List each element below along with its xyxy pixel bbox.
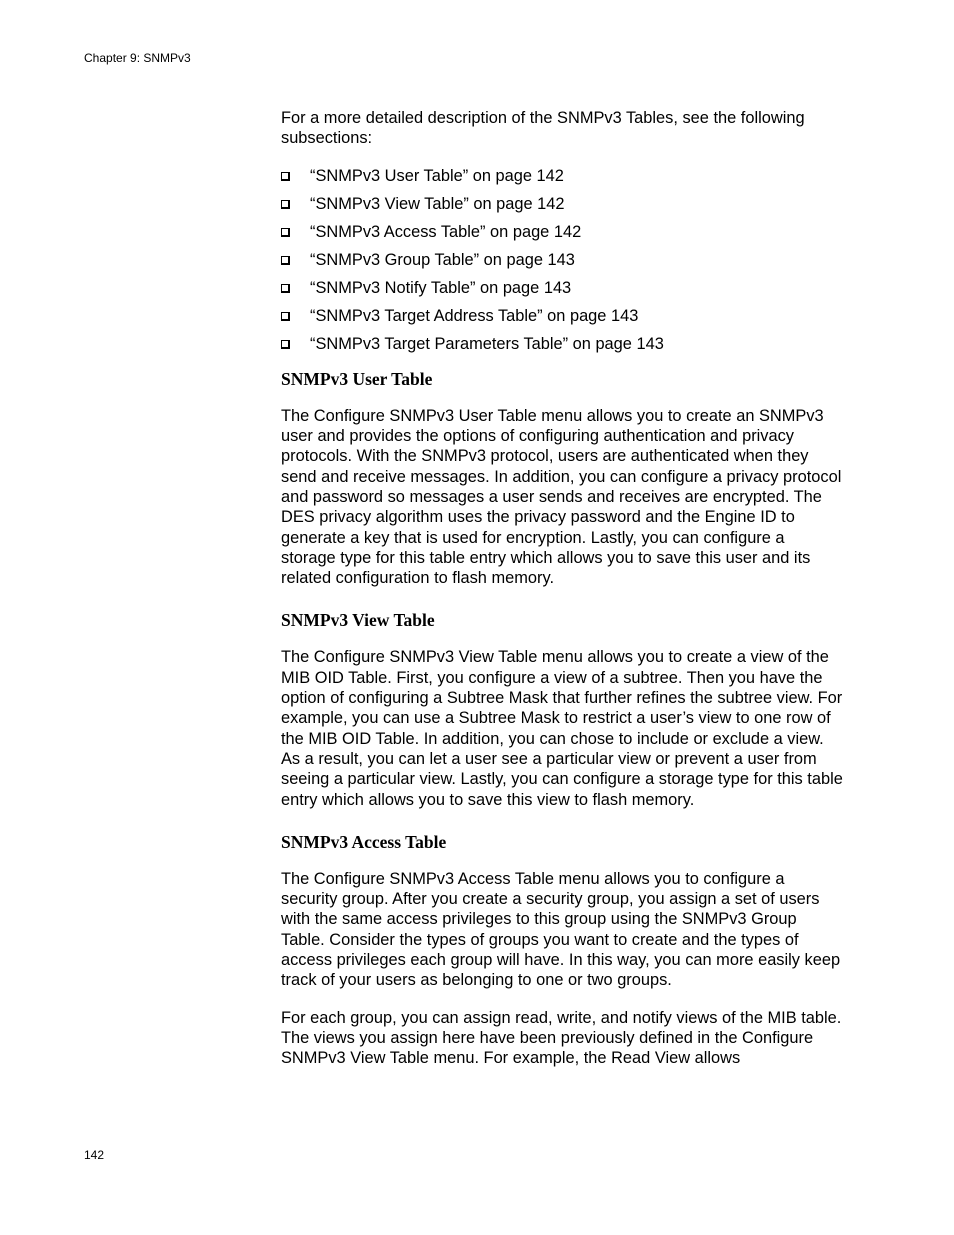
- access-table-paragraph-1: The Configure SNMPv3 Access Table menu allows you to configure a security group. After you create a security group, you assign a set of users with the same access privileges to this group using the SNMPv3 Group Table. Consider the types of groups you want to create and the types of access privileges each group will have. In this way, you can more easily keep track of your users as belonging to one or two groups.: [281, 869, 841, 990]
- list-item[interactable]: [281, 306, 843, 326]
- list-item[interactable]: [281, 334, 843, 354]
- user-table-paragraph: The Configure SNMPv3 User Table menu allows you to create an SNMPv3 user and provides the options of configuring authentication and privacy protocols. With the SNMPv3 protocol, users are authenticated when they send and receive messages. In addition, you can configure a privacy protocol and password so messages a user sends and receives are encrypted. The DES privacy algorithm uses the privacy password and the Engine ID to generate a key that is used for encryption. Lastly, you can configure a storage type for this table entry which allows you to save this user and its related configuration to flash memory.: [281, 406, 842, 588]
- list-item[interactable]: [281, 194, 843, 214]
- view-table-paragraph: The Configure SNMPv3 View Table menu allows you to create a view of the MIB OID Table. First, you configure a view of a subtree. Then you have the option of configuring a Subtree Mask that further refines the subtree view. For example, you can use a Subtree Mask to restrict a user’s view to one row of the MIB OID Table. In addition, you can chose to include or exclude a view. As a result, you can let a user see a particular view or prevent a user from seeing a particular view. Lastly, you can configure a storage type for this table entry which allows you to save this view to flash memory.: [281, 648, 843, 809]
- checkbox-bullet-icon: [281, 200, 290, 209]
- checkbox-bullet-icon: [281, 228, 290, 237]
- list-item[interactable]: [281, 278, 843, 298]
- link-text[interactable]: “SNMPv3 Target Address Table” on page 143: [310, 306, 639, 325]
- link-text[interactable]: “SNMPv3 User Table” on page 142: [310, 166, 564, 185]
- link-text[interactable]: “SNMPv3 Access Table” on page 142: [310, 222, 582, 241]
- section-heading-user-table: SNMPv3 User Table: [281, 368, 433, 389]
- list-item[interactable]: [281, 166, 843, 186]
- running-header: Chapter 9: SNMPv3: [84, 51, 191, 65]
- checkbox-bullet-icon: [281, 172, 290, 181]
- checkbox-bullet-icon: [281, 284, 290, 293]
- link-text[interactable]: “SNMPv3 Target Parameters Table” on page 143: [310, 334, 664, 353]
- main-content: [281, 108, 843, 1069]
- link-text[interactable]: “SNMPv3 Group Table” on page 143: [310, 250, 575, 269]
- subsection-link-list: [281, 166, 843, 354]
- link-text[interactable]: “SNMPv3 View Table” on page 142: [310, 194, 565, 213]
- checkbox-bullet-icon: [281, 312, 290, 321]
- checkbox-bullet-icon: [281, 340, 290, 349]
- section-heading-access-table: SNMPv3 Access Table: [281, 831, 447, 852]
- checkbox-bullet-icon: [281, 256, 290, 265]
- intro-paragraph: For a more detailed description of the SNMPv3 Tables, see the following subsections:: [281, 109, 805, 148]
- access-table-paragraph-2: For each group, you can assign read, write, and notify views of the MIB table. The views you assign here have been previously defined in the Configure SNMPv3 View Table menu. For example, the Read View allows: [281, 1008, 842, 1068]
- list-item[interactable]: [281, 222, 843, 242]
- section-heading-view-table: SNMPv3 View Table: [281, 610, 435, 631]
- link-text[interactable]: “SNMPv3 Notify Table” on page 143: [310, 278, 572, 297]
- page-number: 142: [84, 1148, 105, 1162]
- list-item[interactable]: [281, 250, 843, 270]
